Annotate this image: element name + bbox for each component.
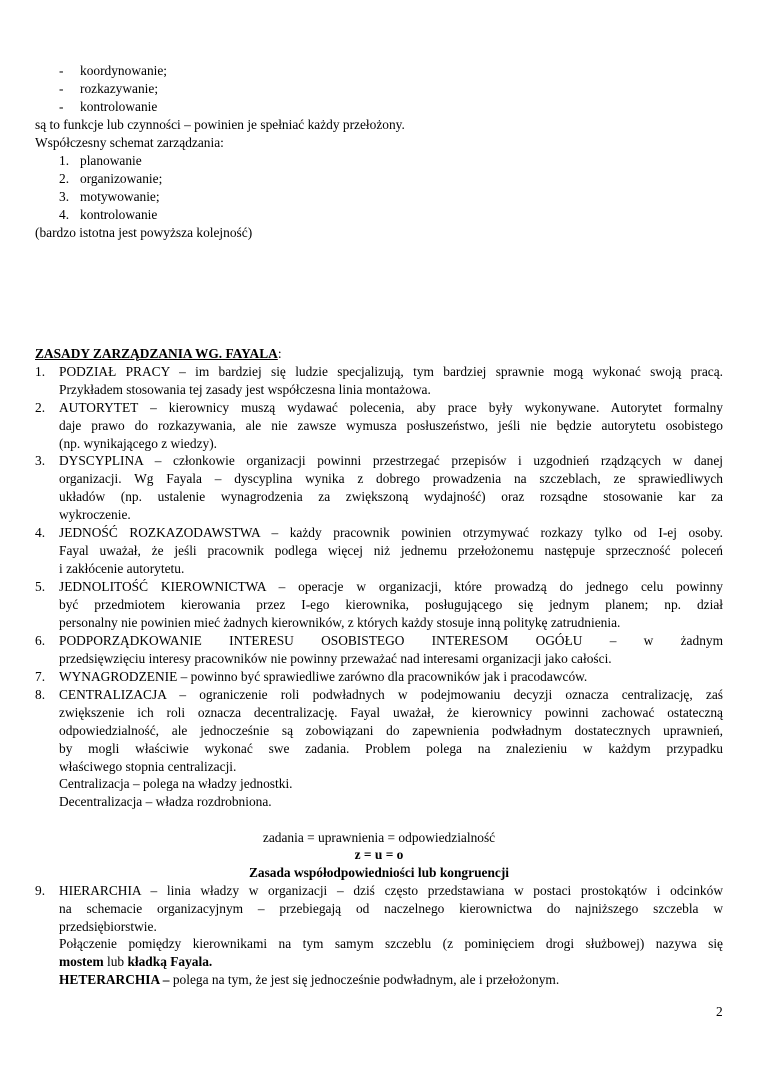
fayol-heading-colon: : (277, 346, 282, 361)
principle-line: Decentralizacja – władza rozdrobniona. (59, 794, 272, 809)
principle-number: 6. (35, 633, 46, 648)
principle-line: JEDNOLITOŚĆ KIEROWNICTWA – operacje w organizacji, które prowadzą do jednego celu powinny (59, 579, 723, 594)
heterarchy-term: HETERARCHIA – (59, 972, 170, 987)
fayol-heading (35, 345, 282, 363)
scheme-item: planowanie (80, 153, 142, 168)
principle-line: przedsięwzięciu interesy pracowników nie powinny przeważać nad interesami organizacji jako całości. (59, 651, 612, 666)
fayol-heading-text: ZASADY ZARZĄDZANIA WG. FAYALA (35, 346, 278, 361)
principle-line: AUTORYTET – kierownicy muszą wydawać polecenia, aby prace były wykonywane. Autorytet formalny (59, 400, 723, 415)
principle-line: Fayal uważał, że jeśli pracownik podlega więcej niż jednemu przełożonemu następuje sprzeczność poleceń (59, 543, 723, 558)
principle-line: zwiększenie ich roli oznacza decentralizację. Fayal uważał, że kierownicy powinni zachować ostateczną (59, 705, 723, 720)
principle-line: by mogli właściwie wykonać swe zadania. Problem polega na znalezieniu w każdym przypadku (59, 741, 723, 756)
principle-number: 9. (35, 883, 46, 898)
dash-marker: - (59, 63, 64, 78)
principle-line: Połączenie pomiędzy kierownikami na tym samym szczeblu (z pominięciem drogi służbowej) nazywa się (59, 936, 723, 951)
formula-line: zadania = uprawnienia = odpowiedzialność (262, 830, 496, 845)
principle-line: DYSCYPLINA – członkowie organizacji powinni przestrzegać przepisów i uzgodnień rządzących w danej (59, 453, 723, 468)
principle-line: HIERARCHIA – linia władzy w organizacji – dziś często przedstawiana w postaci prostokątów i odcinków (59, 883, 723, 898)
principle-number: 4. (35, 525, 46, 540)
principle-line: PODPORZĄDKOWANIE INTERESU OSOBISTEGO INTERESOM OGÓŁU – w żadnym (59, 633, 723, 648)
principle-line: wykroczenie. (59, 507, 131, 522)
scheme-number: 1. (59, 153, 70, 168)
scheme-item: motywowanie; (80, 189, 160, 204)
dash-marker: - (59, 99, 64, 114)
scheme-number: 4. (59, 207, 70, 222)
dash-item-1: koordynowanie; (80, 63, 168, 78)
bridge-connector: lub (103, 954, 128, 969)
scheme-number: 3. (59, 189, 70, 204)
formula-short: z = u = o (354, 847, 404, 862)
scheme-number: 2. (59, 171, 70, 186)
principle-line: przedsiębiorstwie. (59, 919, 157, 934)
bridge-line (59, 953, 212, 971)
principle-line: JEDNOŚĆ ROZKAZODAWSTWA – każdy pracownik powinien otrzymywać rozkazy tylko od I-ej osoby. (59, 525, 723, 540)
modern-scheme-label: Współczesny schemat zarządzania: (35, 135, 224, 150)
principle-number: 2. (35, 400, 46, 415)
principle-number: 8. (35, 687, 46, 702)
principle-line: układów (np. ustalenie wynagrodzenia za zwiększoną wydajność) oraz rozsądne stosowanie kar za (59, 489, 723, 504)
principle-line: WYNAGRODZENIE – powinno być sprawiedliwe zarówno dla pracowników jak i pracodawców. (59, 669, 588, 684)
principle-line: CENTRALIZACJA – ograniczenie roli podwładnych w podejmowaniu decyzji oznacza centralizację, zaś (59, 687, 723, 702)
scheme-item: kontrolowanie (80, 207, 158, 222)
functions-text: są to funkcje lub czynności – powinien je spełniać każdy przełożony. (35, 117, 405, 132)
dash-marker: - (59, 81, 64, 96)
dash-item-3: kontrolowanie (80, 99, 158, 114)
scheme-item: organizowanie; (80, 171, 163, 186)
principle-number: 1. (35, 364, 46, 379)
bridge-term-2: kładką Fayala. (127, 954, 213, 969)
principle-line: na schemacie organizacyjnym – przebiegają od naczelnego kierownictwa do najniższego szczebla w (59, 901, 723, 916)
principle-line: personalny nie powinien mieć żadnych kierowników, z których każdy stosuje inną politykę zatrudnienia. (59, 615, 621, 630)
heterarchy-definition: polega na tym, że jest się jednocześnie podwładnym, ale i przełożonym. (169, 972, 560, 987)
principle-line: odpowiedzialność, ale jednocześnie są zobowiązani do zapewnienia podwładnym dostatecznych uprawnień, (59, 723, 723, 738)
principle-number: 7. (35, 669, 46, 684)
principle-line: być przedmiotem kierowania przez I-ego kierownika, posługującego się jednym planem; np. dział (59, 597, 723, 612)
principle-line: (np. wynikającego z wiedzy). (59, 436, 218, 451)
principle-number: 5. (35, 579, 46, 594)
page-number: 2 (716, 1004, 723, 1019)
principle-line: Centralizacja – polega na władzy jednostki. (59, 776, 293, 791)
order-note: (bardzo istotna jest powyższa kolejność) (35, 225, 253, 240)
principle-line: organizacji. Wg Fayala – dyscyplina wynika z dobrego prowadzenia na szczeblach, ze sprawiedliwych (59, 471, 723, 486)
principle-number: 3. (35, 453, 46, 468)
principle-line: Przykładem stosowania tej zasady jest współczesna linia montażowa. (59, 382, 431, 397)
formula-caption: Zasada współodpowiedniości lub kongruencji (248, 865, 510, 880)
dash-item-2: rozkazywanie; (80, 81, 159, 96)
bridge-term-1: mostem (59, 954, 104, 969)
principle-line: daje prawo do rozkazywania, ale nie zawsze wymusza posłuszeństwo, jeśli nie będzie autorytetu osobistego (59, 418, 723, 433)
heterarchy-line (59, 971, 559, 989)
principle-line: i zakłócenie autorytetu. (59, 561, 185, 576)
principle-line: właściwego stopnia centralizacji. (59, 759, 237, 774)
principle-line: PODZIAŁ PRACY – im bardziej się ludzie specjalizują, tym bardziej sprawnie mogą wykonać swoją pracą. (59, 364, 723, 379)
